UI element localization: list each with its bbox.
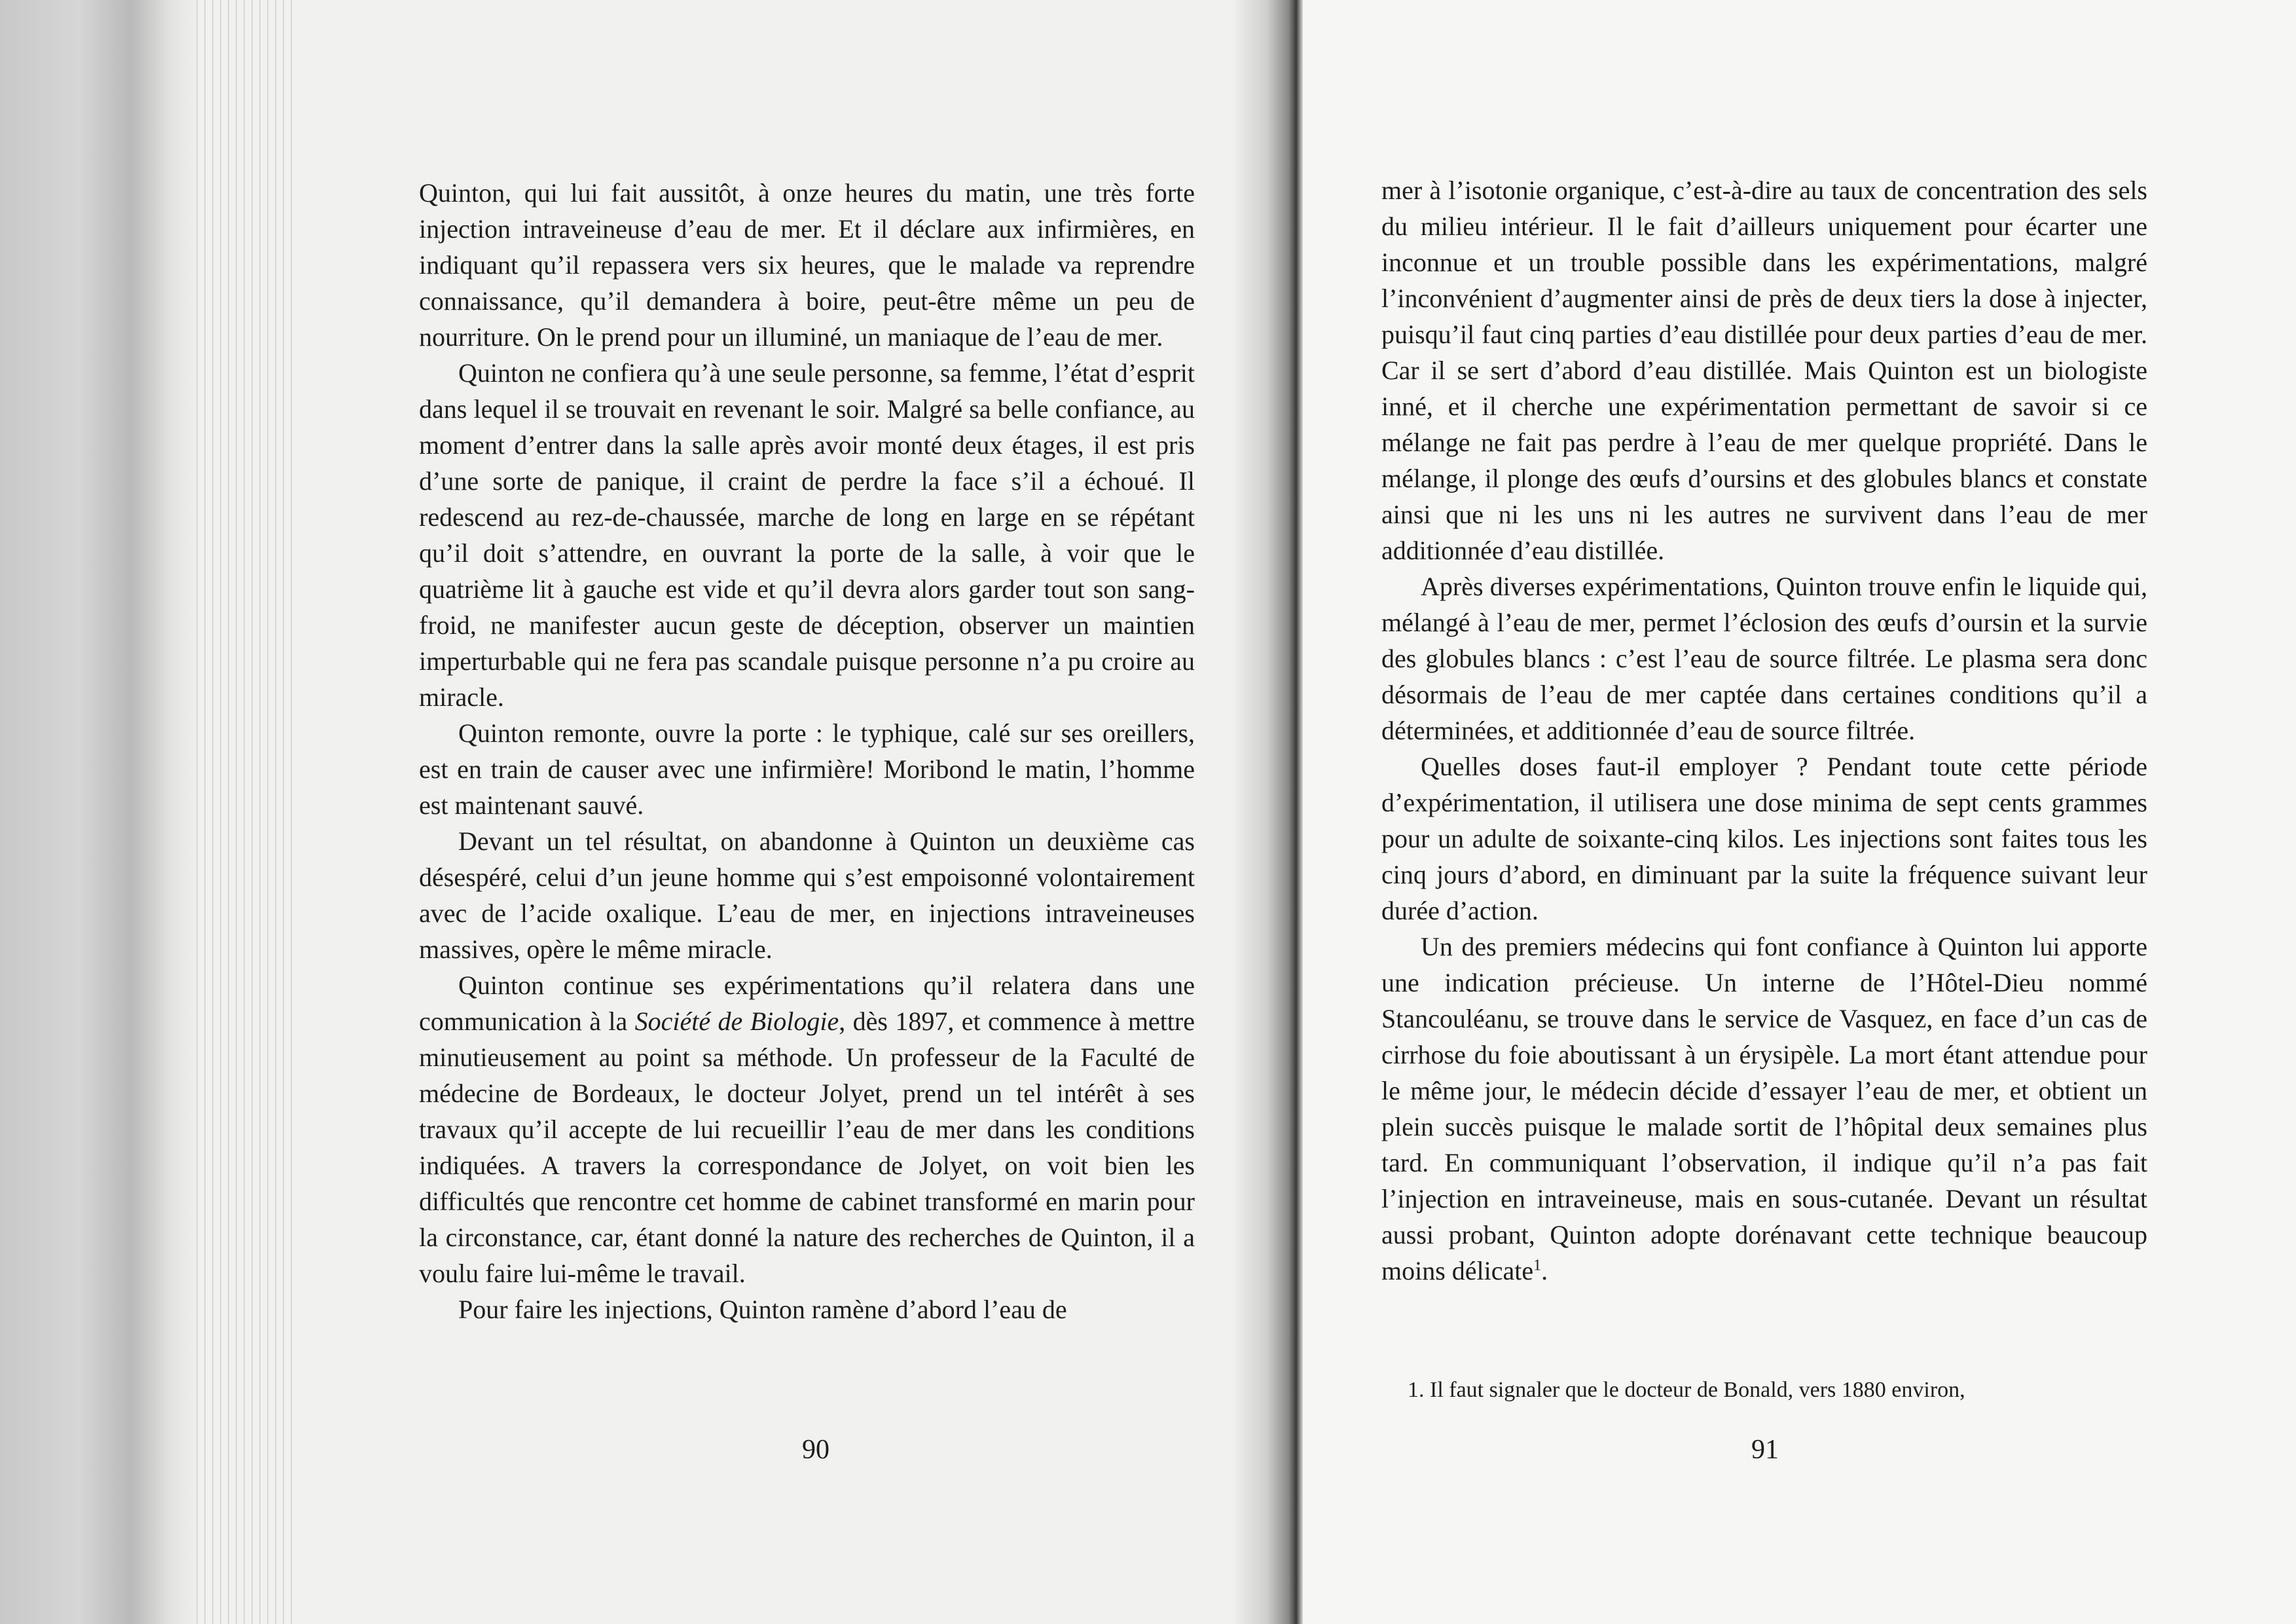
footnote-marker: 1 (1533, 1257, 1542, 1274)
paragraph: Après diverses expérimentations, Quinton trouve enfin le liquide qui, mélangé à l’eau de mer, permet l’éclosion des œufs d’oursin et la survie des globules blancs : c’est l’eau de source filtrée. Le plasma sera donc désormais de l’eau de mer captée dans certaines conditions qu’il a déterminées, et additionnée d’eau de source filtrée. (1381, 572, 2147, 745)
paragraph: Quelles doses faut-il employer ? Pendant toute cette période d’expérimentation, il utilisera une dose minima de sept cents grammes pour un adulte de soixante-cinq kilos. Les injections sont faites tous les cinq jours d’abord, en diminuant par la suite la fréquence suivant leur durée d’action. (1381, 752, 2147, 925)
paragraph: mer à l’isotonie organique, c’est-à-dire au taux de concentration des sels du milieu intérieur. Il le fait d’ailleurs uniquement pour écarter une inconnue et un trouble possible dans les expérimentations, malgré l’inconvénient d’augmenter ainsi de près de deux tiers la dose à injecter, puisqu’il faut cinq parties d’eau distillée pour deux parties d’eau de mer. Car il se sert d’abord d’eau distillée. Mais Quinton est un biologiste inné, et il cherche une expérimentation permettant de savoir si ce mélange ne fait pas perdre à l’eau de mer quelque propriété. Dans le mélange, il plonge des œufs d’oursins et des globules blancs et constate ainsi que ni les uns ni les autres ne survivent dans l’eau de mer additionnée d’eau distillée. (1381, 175, 2147, 565)
right-page-text (1381, 172, 2147, 1289)
right-page (1303, 0, 2296, 1624)
paragraph: Un des premiers médecins qui font confiance à Quinton lui apporte une indication précieuse. Un interne de l’Hôtel-Dieu nommé Stancouléanu, se trouve dans le service de Vasquez, en face d’un cas de cirrhose du foie aboutissant à un érysipèle. La mort étant attendue pour le même jour, le médecin décide d’essayer l’eau de mer, et obtient un plein succès puisque le malade sortit de l’hôpital deux semaines plus tard. En communiquant l’observation, il indique qu’il n’a pas fait l’injection en intraveineuse, mais en sous-cutanée. Devant un résultat aussi probant, Quinton adopte dorénavant cette technique beaucoup moins délicate$^1$. (1381, 932, 2147, 1285)
journal-title: Société de Biologie (634, 1006, 839, 1036)
paragraph: Devant un tel résultat, on abandonne à Quinton un deuxième cas désespéré, celui d’un jeune homme qui s’est empoisonné volontairement avec de l’acide oxalique. L’eau de mer, en injections intraveineuses massives, opère le même miracle. (419, 826, 1195, 964)
footnote: 1. Il faut signaler que le docteur de Bonald, vers 1880 environ, (1408, 1378, 1965, 1402)
paragraph-text: , dès 1897, et commence à mettre minutieusement au point sa méthode. Un professeur de la Faculté de médecine de Bordeaux, le docteur Jolyet, prend un tel intérêt à ses travaux qu’il accepte de lui recueillir l’eau de mer dans les conditions indiquées. A travers la correspondance de Jolyet, on voit bien les difficultés que rencontre cet homme de cabinet transformé en marin pour la circonstance, car, étant donné la nature des recherches de Quinton, il a voulu faire lui-même le travail. (419, 1006, 1195, 1288)
paragraph: Quinton, qui lui fait aussitôt, à onze heures du matin, une très forte injection intraveineuse d’eau de mer. Et il déclare aux infirmières, en indiquant qu’il repassera vers six heures, que le malade va reprendre connaissance, qu’il demandera à boire, peut-être même un peu de nourriture. On le prend pour un illuminé, un maniaque de l’eau de mer. (419, 178, 1195, 352)
left-page-text (419, 175, 1195, 1327)
paragraph (419, 967, 1195, 1291)
paragraph-text: Quinton continue ses expérimentations qu’il relatera dans une communication à la (419, 970, 1195, 1036)
paragraph-text: Un des premiers médecins qui font confiance à Quinton lui apporte une indication précieuse. Un interne de l’Hôtel-Dieu nommé Stancouléanu, se trouve dans le service de Vasquez, en face d’un cas de cirrhose du foie aboutissant à un érysipèle. La mort étant attendue pour le même jour, le médecin décide d’essayer l’eau de mer, et obtient un plein succès puisque le malade sortit de l’hôpital deux semaines plus tard. En communiquant l’observation, il indique qu’il n’a pas fait l’injection en intraveineuse, mais en sous-cutanée. Devant un résultat aussi probant, Quinton adopte dorénavant cette technique beaucoup moins délicate (1381, 932, 2147, 1285)
paragraph: Quinton remonte, ouvre la porte : le typhique, calé sur ses oreillers, est en train de causer avec une infirmière! Moribond le matin, l’homme est maintenant sauvé. (419, 718, 1195, 820)
page-number: 90 (802, 1435, 829, 1465)
paragraph: Pour faire les injections, Quinton ramène d’abord l’eau de (458, 1295, 1067, 1324)
paragraph: Quinton ne confiera qu’à une seule personne, sa femme, l’état d’esprit dans lequel il se trouvait en revenant le soir. Malgré sa belle confiance, au moment d’entrer dans la salle après avoir monté deux étages, il est pris d’une sorte de panique, il craint de perdre la face s’il a échoué. Il redescend au rez-de-chaussée, marche de long en large en se répétant qu’il doit s’attendre, en ouvrant la porte de la salle, à voir que le quatrième lit à gauche est vide et qu’il devra alors garder tout son sang-froid, ne manifester aucun geste de déception, observer un maintien imperturbable qui ne fera pas scandale puisque personne n’a pu croire au miracle. (419, 358, 1195, 712)
page-number: 91 (1751, 1435, 1779, 1465)
